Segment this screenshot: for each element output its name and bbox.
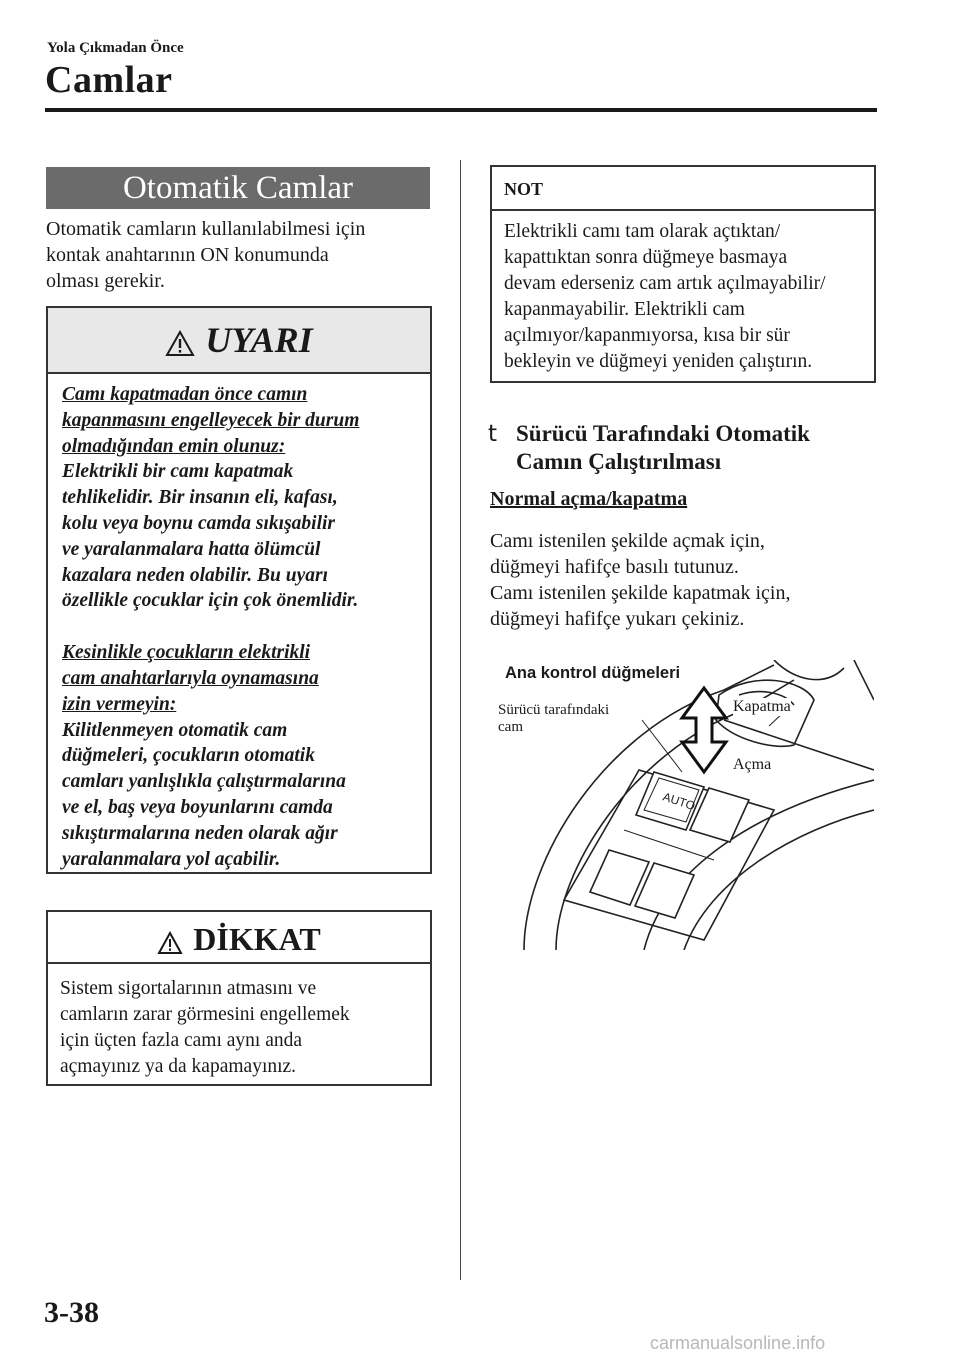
intro-line: Otomatik camların kullanılabilmesi için <box>46 218 366 240</box>
normal-operation-label: Normal açma/kapatma <box>490 488 688 510</box>
figure-label-line: cam <box>498 719 523 735</box>
normal-line: düğmeyi hafifçe yukarı çekiniz. <box>490 608 745 630</box>
note-line: bekleyin ve düğmeyi yeniden çalıştırın. <box>504 351 813 372</box>
header-rule <box>45 108 877 112</box>
figure-label-close: Kapatma <box>733 698 791 715</box>
caution-header <box>48 912 430 964</box>
figure-label-main-controls: Ana kontrol düğmeleri <box>505 664 681 682</box>
bullet-marker: t <box>488 421 498 447</box>
auto-switch-label: AUTO <box>661 789 697 814</box>
note-line: kapanmayabilir. Elektrikli cam <box>504 299 745 320</box>
warning-line: düğmeleri, çocukların otomatik <box>62 745 315 767</box>
warning-header <box>48 308 430 374</box>
note-body <box>492 211 874 375</box>
warning-line: yaralanmalara yol açabilir. <box>62 848 281 870</box>
warning-line: tehlikelidir. Bir insanın eli, kafası, <box>62 487 338 509</box>
chapter-title: Camlar <box>45 59 173 101</box>
warning-line: ve yaralanmalara hatta ölümcül <box>62 538 321 560</box>
watermark: carmanualsonline.info <box>650 1333 826 1353</box>
subsection-heading <box>488 420 878 476</box>
warning-body <box>48 374 430 872</box>
caution-body <box>48 964 430 1080</box>
section-intro <box>46 216 430 294</box>
warning-line: cam anahtarlarıyla oynamasına <box>62 667 319 689</box>
note-line: açılmıyor/kapanmıyorsa, kısa bir sür <box>504 325 790 346</box>
warning-title: UYARI <box>205 320 313 360</box>
warning-line: Kesinlikle çocukların elektrikli <box>62 642 311 664</box>
note-title: NOT <box>492 167 874 211</box>
paragraph-gap <box>62 614 418 640</box>
warning-line: Kilitlenmeyen otomatik cam <box>62 719 288 741</box>
caution-title: DİKKAT <box>193 921 321 957</box>
page-number: 3-38 <box>44 1296 99 1329</box>
figure-label-open: Açma <box>733 756 772 773</box>
note-line: kapattıktan sonra düğmeye basmaya <box>504 247 788 268</box>
warning-box <box>46 306 432 874</box>
caution-line: camların zarar görmesini engellemek <box>60 1004 350 1025</box>
caution-box <box>46 910 432 1086</box>
intro-line: olması gerekir. <box>46 270 165 292</box>
note-line: Elektrikli camı tam olarak açtıktan/ <box>504 221 781 242</box>
normal-line: düğmeyi hafifçe basılı tutunuz. <box>490 556 739 578</box>
warning-line: özellikle çocuklar için çok önemlidir. <box>62 590 359 612</box>
warning-line: kolu veya boynu camda sıkışabilir <box>62 512 335 534</box>
warning-line: olmadığından emin olunuz: <box>62 435 286 457</box>
warning-line: Elektrikli bir camı kapatmak <box>62 461 294 483</box>
warning-line: kapanmasını engelleyecek bir durum <box>62 409 360 431</box>
note-line: devam ederseniz cam artık açılmayabilir/ <box>504 273 826 294</box>
warning-line: kazalara neden olabilir. Bu uyarı <box>62 564 329 586</box>
section-title: Otomatik Camlar <box>46 167 430 209</box>
note-box <box>490 165 876 383</box>
breadcrumb: Yola Çıkmadan Önce <box>47 40 184 56</box>
figure-label-line: Sürücü tarafındaki <box>498 702 610 718</box>
caution-line: için üçten fazla camı aynı anda <box>60 1030 302 1051</box>
warning-triangle-icon <box>165 330 195 357</box>
figure-label-driver-window <box>498 702 609 736</box>
caution-line: açmayınız ya da kapamayınız. <box>60 1056 297 1077</box>
normal-operation-text <box>490 528 870 632</box>
warning-line: camları yanlışlıkla çalıştırmalarına <box>62 771 346 793</box>
caution-triangle-icon <box>157 931 183 955</box>
warning-line: izin vermeyin: <box>62 693 177 715</box>
normal-line: Camı istenilen şekilde kapatmak için, <box>490 582 791 604</box>
subsection-title-line: Sürücü Tarafındaki Otomatik <box>516 421 810 446</box>
double-arrow-icon <box>682 688 726 772</box>
warning-line: ve el, baş veya boyunlarını camda <box>62 796 333 818</box>
intro-line: kontak anahtarının ON konumunda <box>46 244 329 266</box>
warning-line: Camı kapatmadan önce camın <box>62 384 308 405</box>
subsection-title <box>516 420 878 476</box>
normal-line: Camı istenilen şekilde açmak için, <box>490 530 765 552</box>
column-divider <box>460 160 461 1280</box>
warning-line: sıkıştırmalarına neden olarak ağır <box>62 822 338 844</box>
subsection-title-line: Camın Çalıştırılması <box>516 449 722 474</box>
caution-line: Sistem sigortalarının atmasını ve <box>60 978 317 999</box>
